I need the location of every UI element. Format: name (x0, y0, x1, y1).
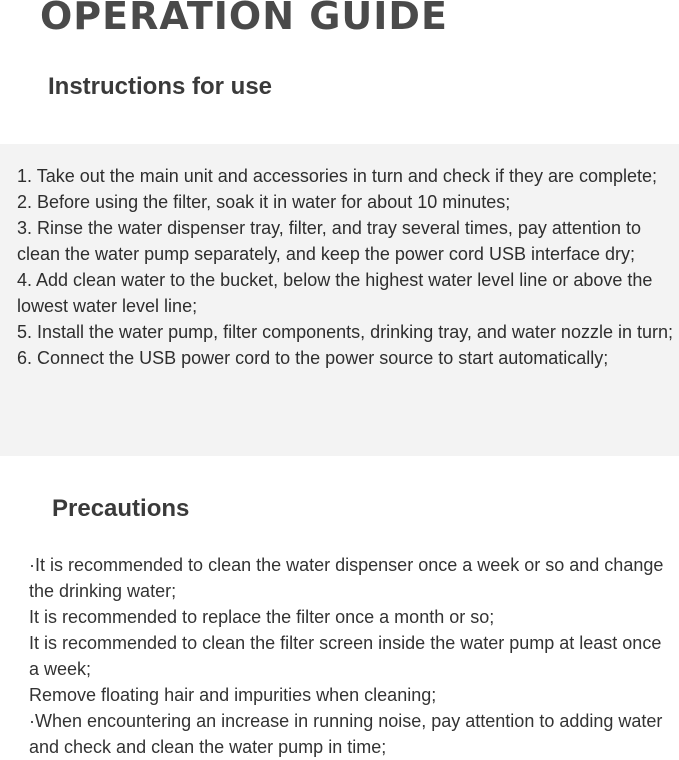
precaution-item: Remove floating hair and impurities when cleaning; (29, 685, 437, 705)
instructions-heading: Instructions for use (48, 73, 273, 100)
precaution-item: ·When encountering an increase in running noise, pay attention to adding water and check and clean the water pump in time; (29, 711, 663, 757)
instruction-step: 4. Add clean water to the bucket, below the highest water level line or above the lowest water level line; (17, 270, 653, 316)
precaution-item: ·It is recommended to clean the water dispenser once a week or so and change the drinking water; (29, 555, 664, 601)
instruction-step: 2. Before using the filter, soak it in water for about 10 minutes; (17, 192, 511, 212)
precautions-heading: Precautions (52, 495, 190, 522)
instruction-step: 6. Connect the USB power cord to the power source to start automatically; (17, 348, 609, 368)
instructions-list (17, 163, 677, 371)
precaution-item: It is recommended to clean the filter screen inside the water pump at least once a week; (29, 633, 662, 679)
instruction-step: 3. Rinse the water dispenser tray, filter, and tray several times, pay attention to clean the water pump separately, and keep the power cord USB interface dry; (17, 218, 641, 264)
precautions-list (29, 552, 669, 760)
instruction-step: 5. Install the water pump, filter components, drinking tray, and water nozzle in turn; (17, 322, 673, 342)
instruction-step: 1. Take out the main unit and accessories in turn and check if they are complete; (17, 166, 658, 186)
precaution-item: It is recommended to replace the filter once a month or so; (29, 607, 495, 627)
page-title: OPERATION GUIDE (40, 0, 448, 38)
